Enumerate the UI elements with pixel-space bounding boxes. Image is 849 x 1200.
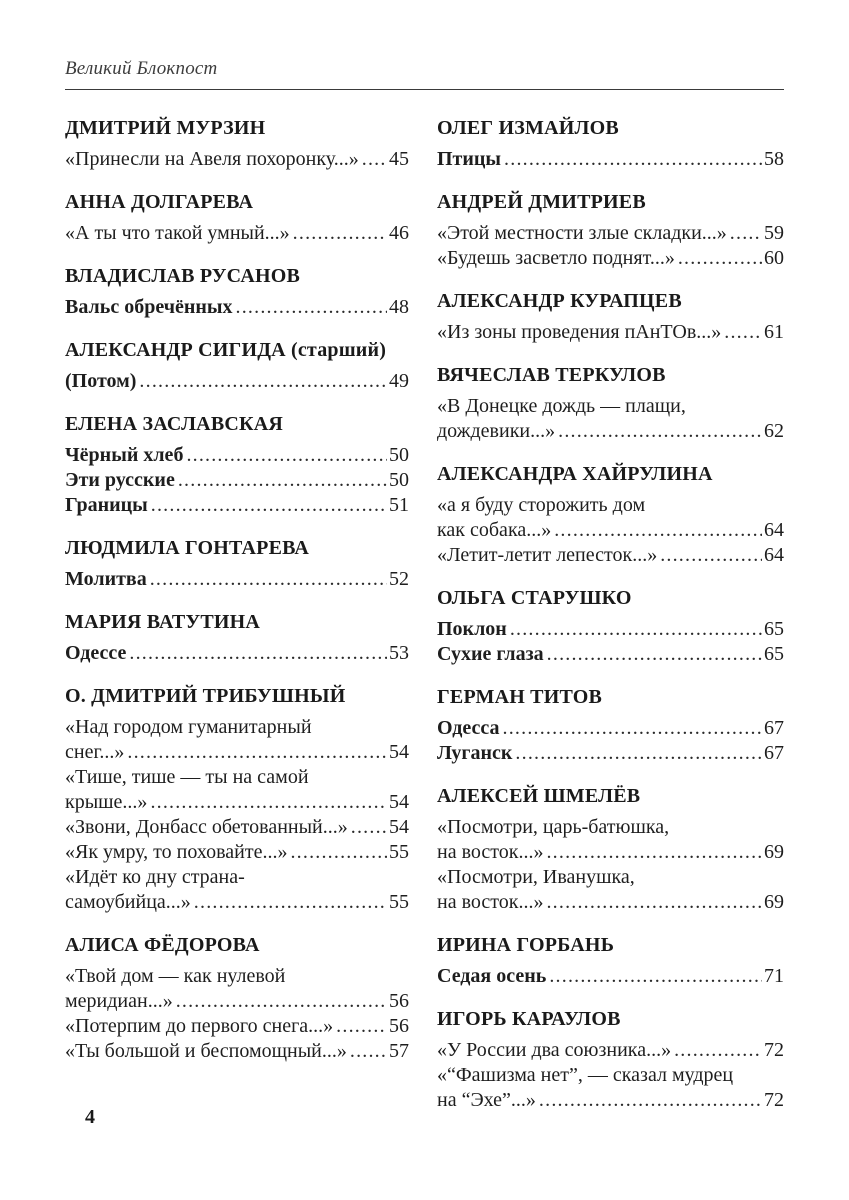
dot-leader xyxy=(293,221,387,246)
toc-entry-last-line xyxy=(65,740,409,765)
toc-entry-title: Чёрный хлеб xyxy=(65,444,184,466)
dot-leader xyxy=(547,642,762,667)
dot-leader xyxy=(515,741,762,766)
author-name: ОЛЬГА СТАРУШКО xyxy=(437,587,632,609)
toc-entry-page: 54 xyxy=(389,741,409,763)
toc-entry xyxy=(437,1063,784,1113)
toc-entry-last-line xyxy=(437,246,784,271)
toc-entry xyxy=(65,147,409,172)
toc-entry-wrap-line: «Над городом гуманитарный xyxy=(65,716,312,738)
toc-entry-wrap-line: «а я буду сторожить дом xyxy=(437,494,646,516)
toc-author-block xyxy=(65,684,409,915)
toc-author-block xyxy=(437,784,784,915)
toc-entry-title: на восток...» xyxy=(437,891,544,913)
toc-entry xyxy=(437,320,784,345)
toc-entry-last-line xyxy=(437,741,784,766)
dot-leader xyxy=(178,468,387,493)
toc-entry-last-line xyxy=(65,1039,409,1064)
toc-entry xyxy=(65,468,409,493)
toc-entry-last-line xyxy=(437,617,784,642)
author-name: О. ДМИТРИЙ ТРИБУШНЫЙ xyxy=(65,685,346,707)
author-name: ВЯЧЕСЛАВ ТЕРКУЛОВ xyxy=(437,364,666,386)
author-name: АНДРЕЙ ДМИТРИЕВ xyxy=(437,191,646,213)
toc-entry-last-line xyxy=(437,890,784,915)
toc-entry-page: 48 xyxy=(389,296,409,318)
toc-entry-title: Одесса xyxy=(437,717,500,739)
toc-entry xyxy=(65,641,409,666)
dot-leader xyxy=(127,740,387,765)
toc-entry-page: 50 xyxy=(389,469,409,491)
toc-entry xyxy=(65,221,409,246)
toc-entry-last-line xyxy=(437,518,784,543)
toc-author-block xyxy=(437,685,784,766)
toc-entry-title: «Потерпим до первого снега...» xyxy=(65,1015,334,1037)
toc-entry-page: 56 xyxy=(389,1015,409,1037)
author-name: ГЕРМАН ТИТОВ xyxy=(437,686,603,708)
toc-entry xyxy=(65,1014,409,1039)
author-name: АЛЕКСАНДРА ХАЙРУЛИНА xyxy=(437,463,713,485)
toc-entry-title: снег...» xyxy=(65,741,125,763)
toc-entry xyxy=(437,493,784,543)
dot-leader xyxy=(660,543,762,568)
toc-entry xyxy=(65,840,409,865)
dot-leader xyxy=(150,790,387,815)
dot-leader xyxy=(236,295,387,320)
toc-entry-page: 50 xyxy=(389,444,409,466)
toc-entry-page: 52 xyxy=(389,568,409,590)
toc-entry-title: «Летит-летит лепесток...» xyxy=(437,544,658,566)
dot-leader xyxy=(510,617,762,642)
toc-author-block xyxy=(437,190,784,271)
toc-entry-title: Луганск xyxy=(437,742,513,764)
dot-leader xyxy=(176,989,387,1014)
toc-author-block xyxy=(437,363,784,444)
author-name: ЕЛЕНА ЗАСЛАВСКАЯ xyxy=(65,413,283,435)
toc-entry-last-line xyxy=(65,890,409,915)
toc-entry-page: 51 xyxy=(389,494,409,516)
toc-entry-last-line xyxy=(437,221,784,246)
toc-entry-last-line xyxy=(437,840,784,865)
dot-leader xyxy=(150,567,387,592)
toc-entry-wrap-line: «Твой дом — как нулевой xyxy=(65,965,286,987)
toc-author-block xyxy=(437,116,784,172)
toc-entry-title: Птицы xyxy=(437,148,502,170)
toc-entry-title: Поклон xyxy=(437,618,507,640)
toc-entry xyxy=(437,716,784,741)
toc-entry-title: Вальс обречённых xyxy=(65,296,233,318)
toc-entry-page: 60 xyxy=(764,247,784,269)
author-name: ИРИНА ГОРБАНЬ xyxy=(437,934,615,956)
page-number: 4 xyxy=(85,1106,95,1128)
toc-entry-page: 55 xyxy=(389,891,409,913)
author-name: ЛЮДМИЛА ГОНТАРЕВА xyxy=(65,537,310,559)
toc-author-block xyxy=(437,586,784,667)
toc-entry-title: дождевики...» xyxy=(437,420,556,442)
toc-entry xyxy=(437,221,784,246)
toc-entry xyxy=(437,617,784,642)
author-name: ОЛЕГ ИЗМАЙЛОВ xyxy=(437,117,619,139)
toc-author-block xyxy=(437,462,784,568)
toc-entry-last-line xyxy=(65,443,409,468)
toc-entry-title: на “Эхе”...» xyxy=(437,1089,536,1111)
dot-leader xyxy=(139,369,387,394)
dot-leader xyxy=(549,964,762,989)
dot-leader xyxy=(674,1038,762,1063)
toc-author-block xyxy=(65,190,409,246)
dot-leader xyxy=(546,840,762,865)
dot-leader xyxy=(290,840,387,865)
toc-entry xyxy=(437,1038,784,1063)
toc-entry-title: «Из зоны проведения пАнТОв...» xyxy=(437,321,722,343)
toc-entry-title: «Принесли на Авеля похоронку...» xyxy=(65,148,359,170)
toc-entry-title: «Будешь засветло поднят...» xyxy=(437,247,675,269)
toc-entry xyxy=(437,815,784,865)
dot-leader xyxy=(678,246,762,271)
toc-entry-title: как собака...» xyxy=(437,519,552,541)
toc-entry-last-line xyxy=(65,493,409,518)
toc-entry-last-line xyxy=(65,815,409,840)
toc-entry-page: 46 xyxy=(389,222,409,244)
author-name: АЛЕКСАНДР КУРАПЦЕВ xyxy=(437,290,682,312)
author-name: МАРИЯ ВАТУТИНА xyxy=(65,611,261,633)
toc-entry-wrap-line: «Посмотри, Иванушка, xyxy=(437,866,635,888)
dot-leader xyxy=(539,1088,762,1113)
toc-entry-page: 65 xyxy=(764,643,784,665)
toc-entry-page: 57 xyxy=(389,1040,409,1062)
toc-author-block xyxy=(65,116,409,172)
toc-entry xyxy=(65,815,409,840)
author-name: ВЛАДИСЛАВ РУСАНОВ xyxy=(65,265,301,287)
toc-entry-last-line xyxy=(437,1038,784,1063)
toc-entry-title: Границы xyxy=(65,494,148,516)
toc-entry-title: «Ты большой и беспомощный...» xyxy=(65,1040,347,1062)
dot-leader xyxy=(558,419,762,444)
toc-author-block xyxy=(437,289,784,345)
toc-entry xyxy=(437,642,784,667)
toc-entry-page: 72 xyxy=(764,1039,784,1061)
toc-entry-page: 69 xyxy=(764,891,784,913)
dot-leader xyxy=(151,493,387,518)
toc-entry-page: 53 xyxy=(389,642,409,664)
toc-entry-last-line xyxy=(65,468,409,493)
toc-entry-last-line xyxy=(437,320,784,345)
toc-entry-title: «Звони, Донбасс обетованный...» xyxy=(65,816,348,838)
toc-entry-last-line xyxy=(437,543,784,568)
toc-entry-last-line xyxy=(437,147,784,172)
toc-entry xyxy=(437,741,784,766)
toc-entry-last-line xyxy=(437,1088,784,1113)
toc-entry xyxy=(65,715,409,765)
dot-leader xyxy=(730,221,762,246)
toc-author-block xyxy=(65,536,409,592)
toc-entry-last-line xyxy=(65,641,409,666)
toc-entry-page: 64 xyxy=(764,519,784,541)
toc-entry xyxy=(437,865,784,915)
toc-entry-page: 54 xyxy=(389,791,409,813)
toc-entry-wrap-line: «Посмотри, царь-батюшка, xyxy=(437,816,670,838)
toc-entry-wrap-line: «В Донецке дождь — плащи, xyxy=(437,395,686,417)
toc-entry-last-line xyxy=(65,840,409,865)
toc-entry-title: Одессе xyxy=(65,642,127,664)
toc-entry xyxy=(65,567,409,592)
dot-leader xyxy=(503,716,762,741)
toc-entry xyxy=(65,295,409,320)
dot-leader xyxy=(724,320,762,345)
dot-leader xyxy=(504,147,762,172)
toc-entry xyxy=(65,865,409,915)
dot-leader xyxy=(546,890,762,915)
toc-entry-title: «Як умру, то поховайте...» xyxy=(65,841,288,863)
toc-author-block xyxy=(65,412,409,518)
toc-entry-page: 56 xyxy=(389,990,409,1012)
toc-entry-page: 65 xyxy=(764,618,784,640)
toc-entry-title: Седая осень xyxy=(437,965,547,987)
toc-entry xyxy=(65,765,409,815)
toc-entry-last-line xyxy=(437,642,784,667)
toc-author-block xyxy=(65,610,409,666)
toc-entry-last-line xyxy=(437,716,784,741)
toc-entry xyxy=(65,964,409,1014)
toc-entry-page: 71 xyxy=(764,965,784,987)
toc-entry-last-line xyxy=(437,964,784,989)
toc-entry-page: 69 xyxy=(764,841,784,863)
toc-entry-last-line xyxy=(65,1014,409,1039)
dot-leader xyxy=(554,518,762,543)
dot-leader xyxy=(362,147,387,172)
dot-leader xyxy=(186,443,387,468)
toc-entry xyxy=(437,394,784,444)
toc-entry-title: (Потом) xyxy=(65,370,137,392)
author-name: ДМИТРИЙ МУРЗИН xyxy=(65,117,266,139)
toc-entry-last-line xyxy=(65,567,409,592)
toc-entry-title: на восток...» xyxy=(437,841,544,863)
toc-entry-wrap-line: «Идёт ко дну страна- xyxy=(65,866,245,888)
toc-entry-last-line xyxy=(65,147,409,172)
author-name: АННА ДОЛГАРЕВА xyxy=(65,191,254,213)
toc-entry xyxy=(65,443,409,468)
toc-entry-wrap-line: «Тише, тише — ты на самой xyxy=(65,766,309,788)
toc-entry-title: Молитва xyxy=(65,568,147,590)
toc-entry-title: Эти русские xyxy=(65,469,175,491)
toc-entry-page: 67 xyxy=(764,717,784,739)
toc-entry-page: 62 xyxy=(764,420,784,442)
author-name: АЛЕКСАНДР СИГИДА (старший) xyxy=(65,339,387,361)
toc-entry xyxy=(437,246,784,271)
toc-entry xyxy=(65,493,409,518)
toc-entry-page: 55 xyxy=(389,841,409,863)
toc-entry-page: 54 xyxy=(389,816,409,838)
toc-author-block xyxy=(65,933,409,1064)
toc-entry-title: «Этой местности злые складки...» xyxy=(437,222,727,244)
toc-author-block xyxy=(65,264,409,320)
toc-entry xyxy=(437,543,784,568)
toc-entry xyxy=(65,369,409,394)
author-name: ИГОРЬ КАРАУЛОВ xyxy=(437,1008,621,1030)
dot-leader xyxy=(194,890,387,915)
toc-entry-last-line xyxy=(65,221,409,246)
author-name: АЛЕКСЕЙ ШМЕЛЁВ xyxy=(437,785,641,807)
toc-column-right xyxy=(437,116,784,1131)
toc-author-block xyxy=(437,933,784,989)
toc-entry-page: 67 xyxy=(764,742,784,764)
toc-entry-title: Сухие глаза xyxy=(437,643,544,665)
running-header: Великий Блокпост xyxy=(65,58,784,90)
toc-entry-page: 61 xyxy=(764,321,784,343)
toc-entry-last-line xyxy=(65,369,409,394)
author-name: АЛИСА ФЁДОРОВА xyxy=(65,934,260,956)
dot-leader xyxy=(336,1014,387,1039)
toc-entry-title: «У России два союзника...» xyxy=(437,1039,672,1061)
toc-entry-page: 59 xyxy=(764,222,784,244)
toc-entry xyxy=(437,964,784,989)
toc-author-block xyxy=(65,338,409,394)
toc-entry xyxy=(65,1039,409,1064)
toc-column-left xyxy=(65,116,409,1082)
toc-entry-title: «А ты что такой умный...» xyxy=(65,222,290,244)
toc-entry-page: 45 xyxy=(389,148,409,170)
toc-entry-page: 58 xyxy=(764,148,784,170)
toc-entry-title: крыше...» xyxy=(65,791,148,813)
toc-entry-last-line xyxy=(65,295,409,320)
toc-entry-page: 49 xyxy=(389,370,409,392)
toc-entry-page: 72 xyxy=(764,1089,784,1111)
dot-leader xyxy=(129,641,387,666)
toc-entry-title: меридиан...» xyxy=(65,990,173,1012)
toc-entry xyxy=(437,147,784,172)
toc-entry-last-line xyxy=(65,790,409,815)
toc-entry-last-line xyxy=(437,419,784,444)
dot-leader xyxy=(350,1039,387,1064)
dot-leader xyxy=(351,815,387,840)
toc-entry-page: 64 xyxy=(764,544,784,566)
toc-entry-title: самоубийца...» xyxy=(65,891,191,913)
toc-entry-last-line xyxy=(65,989,409,1014)
toc-entry-wrap-line: «“Фашизма нет”, — сказал мудрец xyxy=(437,1064,734,1086)
toc-author-block xyxy=(437,1007,784,1113)
